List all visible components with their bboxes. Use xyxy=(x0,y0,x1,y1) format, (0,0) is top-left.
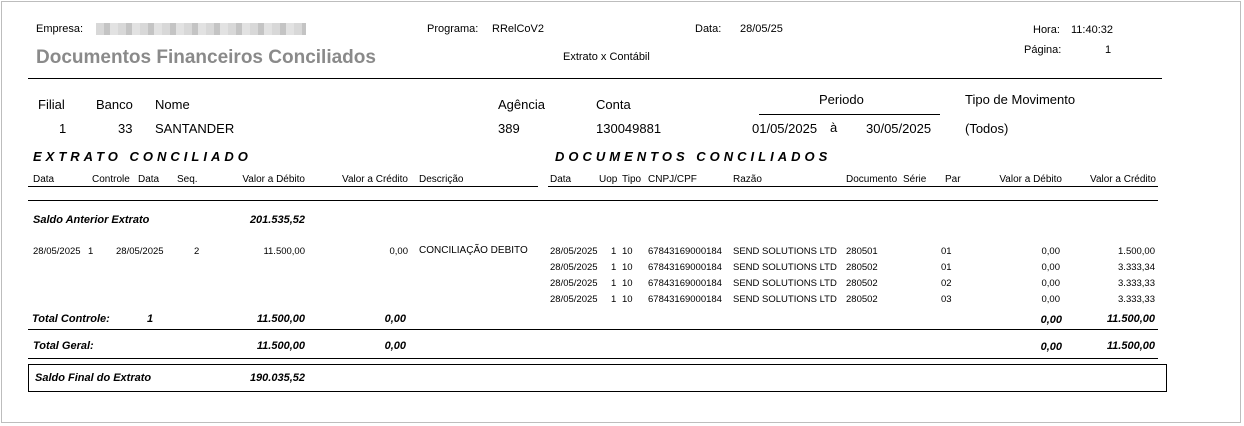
nome-value: SANTANDER xyxy=(155,121,235,136)
tipo-movimento-label: Tipo de Movimento xyxy=(965,92,1076,107)
total-geral-divider xyxy=(28,358,1158,359)
doc-row-documento: 280501 xyxy=(846,246,878,257)
doc-row-uop: 1 xyxy=(611,278,617,289)
doc-row-razao: SEND SOLUTIONS LTD xyxy=(733,278,837,289)
doc-row-uop: 1 xyxy=(611,246,617,257)
filial-value: 1 xyxy=(59,121,67,136)
total-geral-label: Total Geral: xyxy=(33,340,94,352)
doc-row-tipo: 10 xyxy=(622,278,633,289)
doc-row-credito: 3.333,33 xyxy=(1118,278,1155,289)
extrato-row-data: 28/05/2025 xyxy=(33,246,81,257)
banco-label: Banco xyxy=(96,97,133,112)
table-top-divider xyxy=(28,200,1158,201)
periodo-fim: 30/05/2025 xyxy=(866,121,932,136)
doc-row-documento: 280502 xyxy=(846,294,878,305)
saldo-final-value: 190.035,52 xyxy=(249,372,305,384)
doc-row-cnpj: 67843169000184 xyxy=(648,294,722,305)
doc-col-credito: Valor a Crédito xyxy=(1090,174,1156,185)
doc-row-par: 01 xyxy=(941,262,952,273)
report-subtitle: Extrato x Contábil xyxy=(563,51,650,63)
total-controle-debito: 11.500,00 xyxy=(256,313,305,325)
periodo-separator: à xyxy=(830,120,838,135)
tipo-movimento-value: (Todos) xyxy=(965,121,1009,136)
data-value: 28/05/25 xyxy=(740,23,783,35)
extrato-col-controle: Controle xyxy=(92,174,130,185)
total-controle-doc-debito: 0,00 xyxy=(1040,314,1062,326)
saldo-final-box xyxy=(28,364,1167,392)
doc-col-debito: Valor a Débito xyxy=(999,174,1062,185)
extrato-row-descricao: CONCILIAÇÃO DEBITO xyxy=(419,245,528,256)
doc-col-divider xyxy=(548,186,1158,187)
total-geral-credito: 0,00 xyxy=(384,340,406,352)
total-geral-doc-debito: 0,00 xyxy=(1040,341,1062,353)
doc-row-credito: 3.333,33 xyxy=(1118,294,1155,305)
extrato-row-credito: 0,00 xyxy=(389,246,408,257)
doc-row-razao: SEND SOLUTIONS LTD xyxy=(733,246,837,257)
doc-col-documento: Documento xyxy=(846,174,898,185)
conta-value: 130049881 xyxy=(596,121,662,136)
doc-row-documento: 280502 xyxy=(846,262,878,273)
doc-row-razao: SEND SOLUTIONS LTD xyxy=(733,262,837,273)
empresa-redacted xyxy=(96,23,306,35)
total-controle-label: Total Controle: xyxy=(32,313,110,325)
extrato-col-data: Data xyxy=(33,174,55,185)
doc-row-uop: 1 xyxy=(611,294,617,305)
doc-col-razao: Razão xyxy=(733,174,762,185)
header-divider xyxy=(28,78,1162,79)
total-controle-divider xyxy=(28,329,1158,330)
doc-row-documento: 280502 xyxy=(846,278,878,289)
total-controle-doc-credito: 11.500,00 xyxy=(1106,313,1155,325)
extrato-row-controle: 1 xyxy=(88,246,94,257)
doc-col-serie: Série xyxy=(903,174,927,185)
doc-row-cnpj: 67843169000184 xyxy=(648,278,722,289)
total-geral-doc-credito: 11.500,00 xyxy=(1106,340,1155,352)
extrato-col-credito: Valor a Crédito xyxy=(342,174,408,185)
saldo-anterior-value: 201.535,52 xyxy=(249,214,305,226)
doc-row-credito: 3.333,34 xyxy=(1118,262,1155,273)
doc-col-data: Data xyxy=(550,174,572,185)
hora-label: Hora: xyxy=(1033,24,1060,36)
nome-label: Nome xyxy=(155,97,190,112)
doc-row-data: 28/05/2025 xyxy=(550,246,598,257)
saldo-final-label: Saldo Final do Extrato xyxy=(35,372,152,384)
doc-row-par: 02 xyxy=(941,278,952,289)
extrato-section-title: EXTRATO CONCILIADO xyxy=(33,149,252,164)
doc-col-cnpj: CNPJ/CPF xyxy=(648,174,697,185)
programa-value: RRelCoV2 xyxy=(492,23,544,35)
empresa-label: Empresa: xyxy=(36,23,84,35)
conta-label: Conta xyxy=(596,97,631,112)
doc-col-par: Par xyxy=(945,174,961,185)
doc-row-data: 28/05/2025 xyxy=(550,278,598,289)
extrato-col-divider xyxy=(28,186,538,187)
agencia-value: 389 xyxy=(498,121,520,136)
pagina-label: Página: xyxy=(1024,44,1062,56)
extrato-col-debito: Valor a Débito xyxy=(242,174,305,185)
total-controle-credito: 0,00 xyxy=(384,313,406,325)
banco-value: 33 xyxy=(118,121,133,136)
documentos-section-title: DOCUMENTOS CONCILIADOS xyxy=(555,149,832,164)
doc-row-cnpj: 67843169000184 xyxy=(648,246,722,257)
doc-row-debito: 0,00 xyxy=(1041,262,1060,273)
doc-row-par: 01 xyxy=(941,246,952,257)
filial-label: Filial xyxy=(38,97,65,112)
total-geral-debito: 11.500,00 xyxy=(256,340,305,352)
saldo-anterior-label: Saldo Anterior Extrato xyxy=(33,214,150,226)
programa-label: Programa: xyxy=(427,23,479,35)
periodo-underline xyxy=(759,114,940,115)
total-controle-num: 1 xyxy=(147,313,154,325)
agencia-label: Agência xyxy=(498,97,545,112)
doc-row-credito: 1.500,00 xyxy=(1118,246,1155,257)
doc-row-data: 28/05/2025 xyxy=(550,262,598,273)
extrato-col-data2: Data xyxy=(138,174,160,185)
report-title: Documentos Financeiros Conciliados xyxy=(36,47,376,68)
data-label: Data: xyxy=(695,23,722,35)
pagina-value: 1 xyxy=(1105,44,1112,56)
extrato-col-seq: Seq. xyxy=(177,174,198,185)
doc-row-debito: 0,00 xyxy=(1041,294,1060,305)
doc-row-debito: 0,00 xyxy=(1041,246,1060,257)
periodo-inicio: 01/05/2025 xyxy=(752,121,818,136)
doc-row-tipo: 10 xyxy=(622,246,633,257)
extrato-col-descricao: Descrição xyxy=(419,174,464,185)
extrato-row-data2: 28/05/2025 xyxy=(116,246,164,257)
doc-row-data: 28/05/2025 xyxy=(550,294,598,305)
periodo-label: Periodo xyxy=(819,92,864,107)
doc-row-par: 03 xyxy=(941,294,952,305)
doc-col-tipo: Tipo xyxy=(622,174,642,185)
doc-row-razao: SEND SOLUTIONS LTD xyxy=(733,294,837,305)
doc-row-cnpj: 67843169000184 xyxy=(648,262,722,273)
extrato-row-seq: 2 xyxy=(194,246,200,257)
doc-row-tipo: 10 xyxy=(622,262,633,273)
doc-col-uop: Uop xyxy=(599,174,618,185)
doc-row-tipo: 10 xyxy=(622,294,633,305)
doc-row-uop: 1 xyxy=(611,262,617,273)
extrato-row-debito: 11.500,00 xyxy=(263,246,305,257)
hora-value: 11:40:32 xyxy=(1071,24,1114,36)
doc-row-debito: 0,00 xyxy=(1041,278,1060,289)
